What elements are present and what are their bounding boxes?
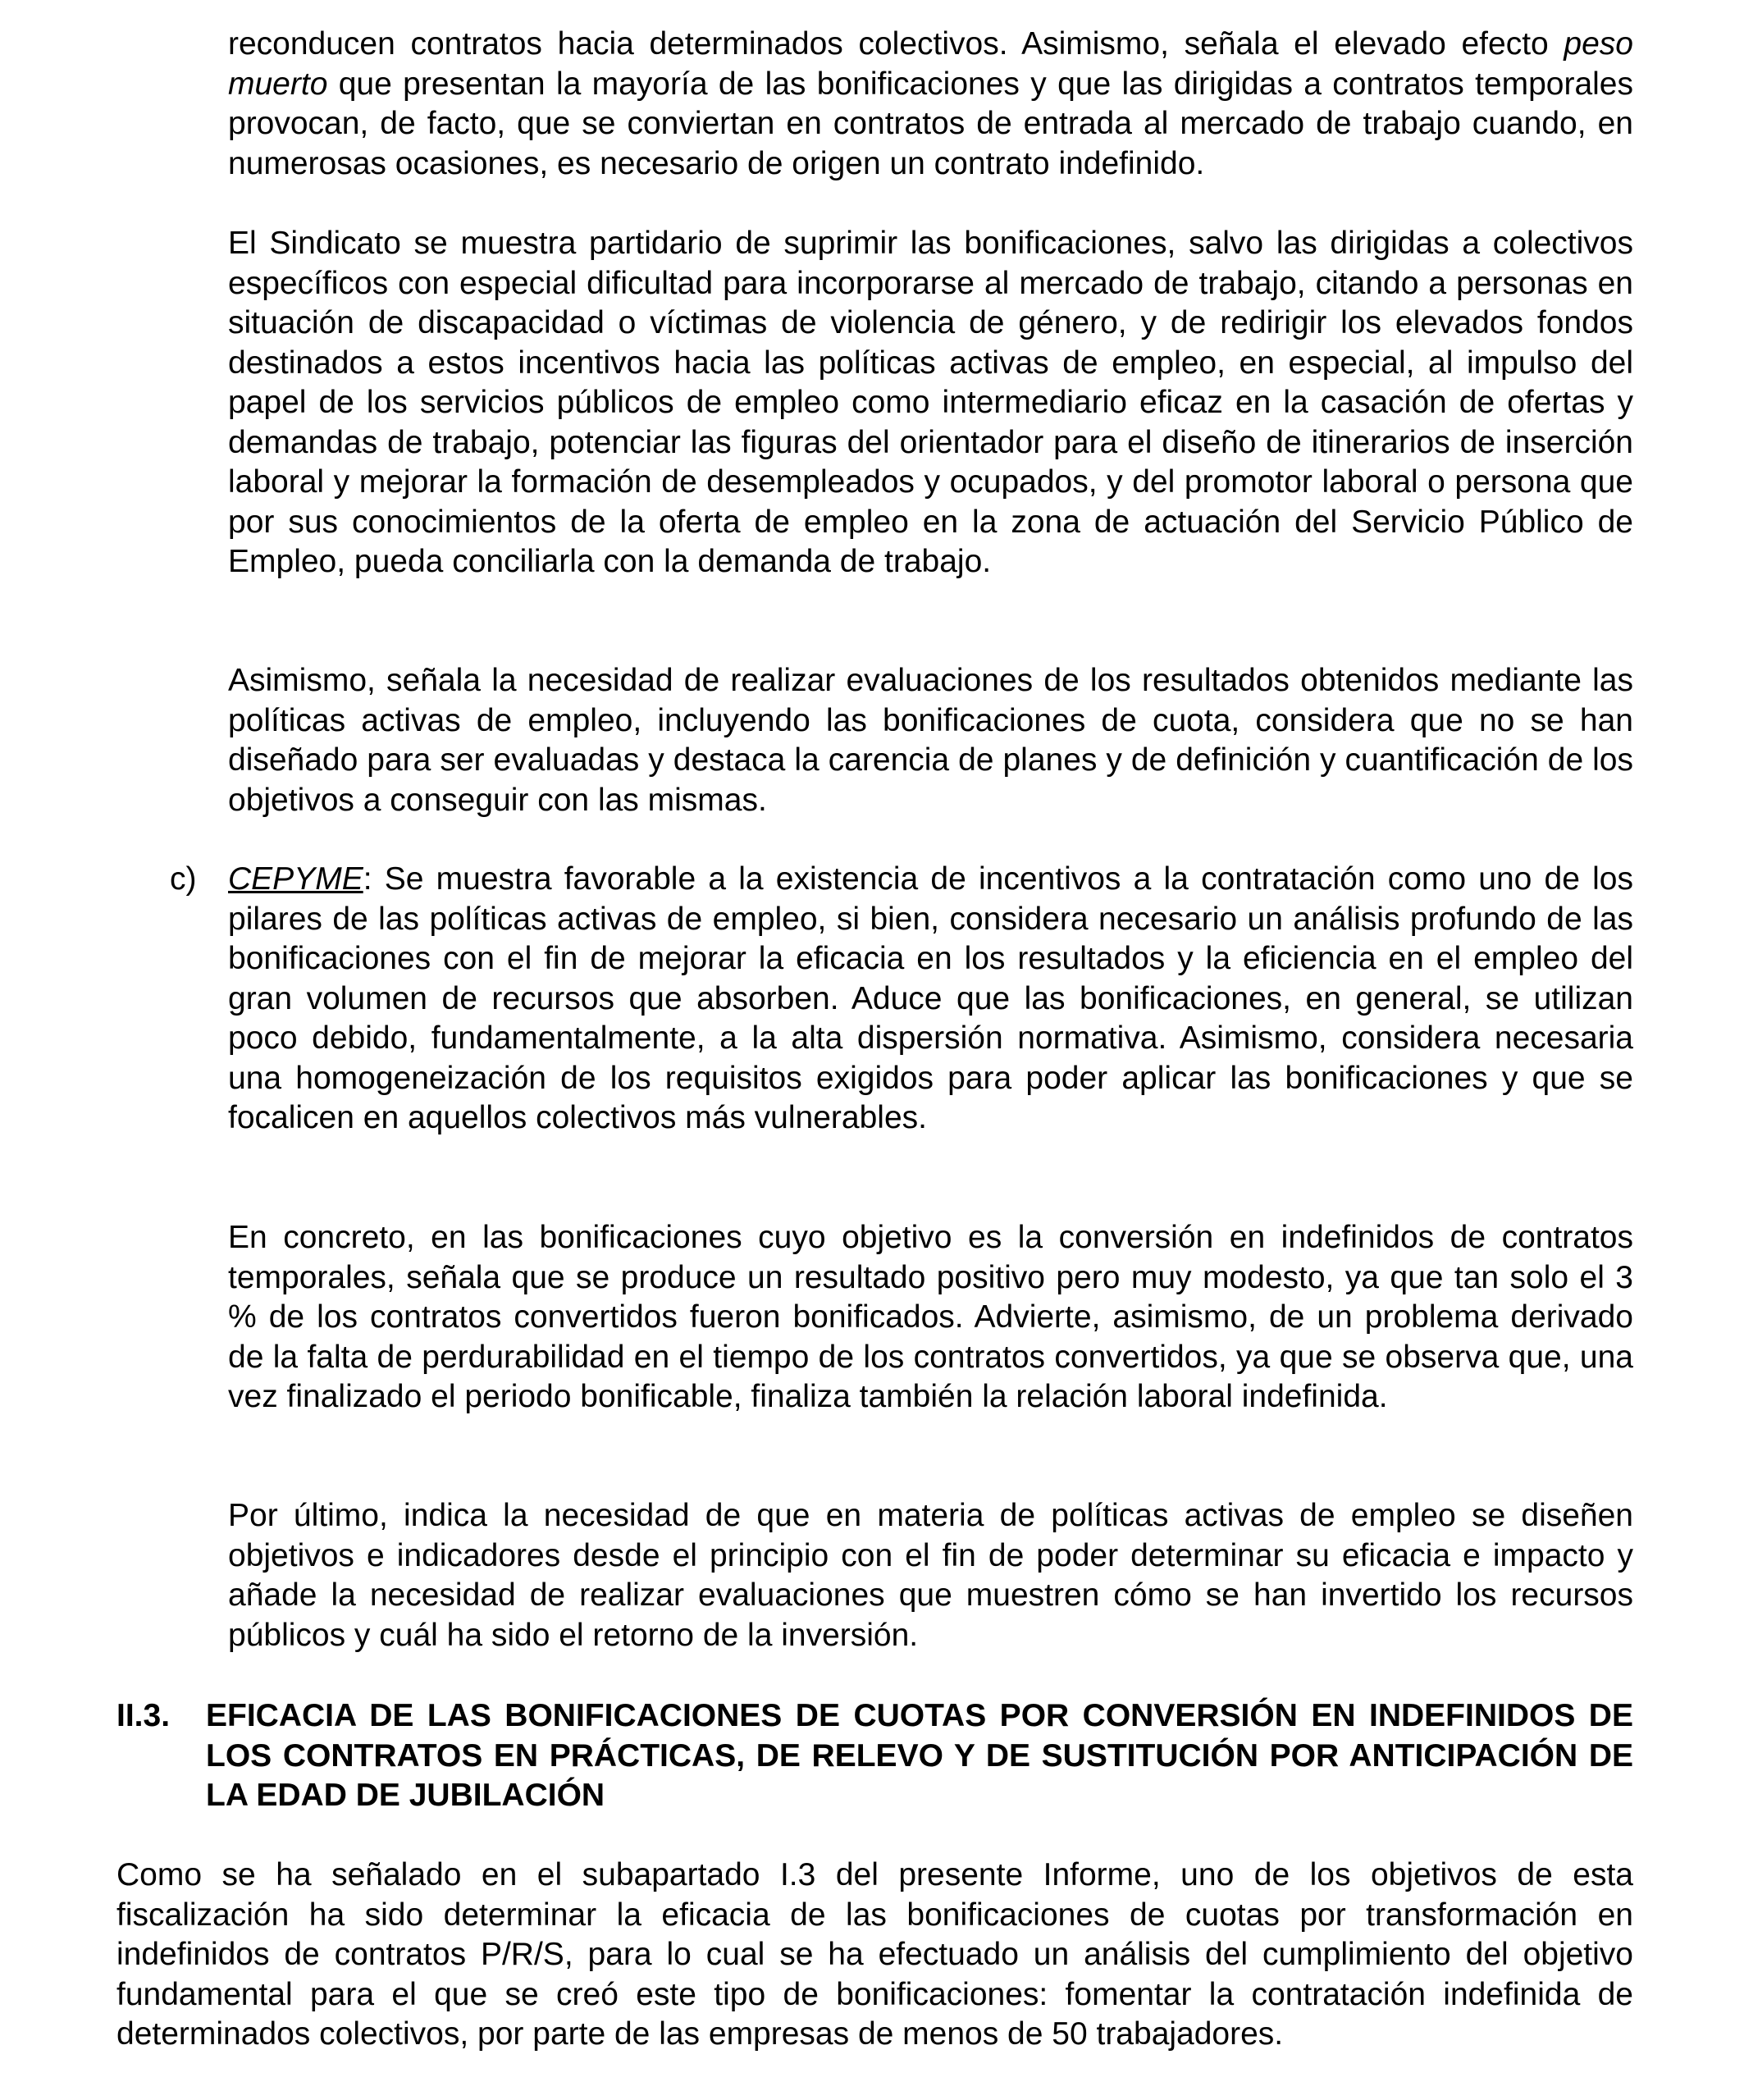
paragraph-conversion: En concreto, en las bonificaciones cuyo objetivo es la conversión en indefinidos de contratos temporales, señala que se produce un resultado positivo pero muy modesto, ya que tan solo el 3 % de los contratos convertidos fueron bonificados. Advierte, asimismo, de un problema derivado de la falta de perdurabilidad en el tiempo de los contratos convertidos, ya que se observa que, una vez finalizado el periodo bonificable, finaliza también la relación laboral indefinida.: [228, 1220, 1633, 1414]
section-number: II.3.: [116, 1698, 171, 1733]
emphasis-term: peso muerto: [228, 26, 1633, 102]
list-marker-c: c): [170, 861, 197, 897]
list-item-text: : Se muestra favorable a la existencia de incentivos a la contratación como uno de los pilares de las políticas activas de empleo, si bien, considera necesario un análisis profundo de las bonificaciones con el fin de mejorar la eficacia en los resultados y la eficiencia en el empleo del gran volumen de recursos que absorben. Aduce que las bonificaciones, en general, se utilizan poco debido, fundamentalmente, a la alta dispersión normativa. Asimismo, considera necesaria una homogeneización de los requisitos exigidos para poder aplicar las bonificaciones y que se focalicen en aquellos colectivos más vulnerables.: [228, 861, 1633, 1135]
list-item-cepyme: [228, 860, 1633, 1139]
section-heading: EFICACIA DE LAS BONIFICACIONES DE CUOTAS POR CONVERSIÓN EN INDEFINIDOS DE LOS CONTRATOS EN PRÁCTICAS, DE RELEVO Y DE SUSTITUCIÓN POR ANTICIPACIÓN DE LA EDAD DE JUBILACIÓN: [206, 1698, 1633, 1813]
paragraph-evaluaciones: Asimismo, señala la necesidad de realizar evaluaciones de los resultados obtenidos mediante las políticas activas de empleo, incluyendo las bonificaciones de cuota, considera que no se han diseñado para ser evaluadas y destaca la carencia de planes y de definición y cuantificación de los objetivos a conseguir con las mismas.: [228, 663, 1633, 818]
paragraph-text: reconducen contratos hacia determinados colectivos. Asimismo, señala el elevado efecto: [228, 26, 1564, 62]
paragraph-sindicato: El Sindicato se muestra partidario de suprimir las bonificaciones, salvo las dirigidas a colectivos específicos con especial dificultad para incorporarse al mercado de trabajo, citando a personas en situación de discapacidad o víctimas de violencia de género, y de redirigir los elevados fondos destinados a estos incentivos hacia las políticas activas de empleo, en especial, al impulso del papel de los servicios públicos de empleo como intermediario eficaz en la casación de ofertas y demandas de trabajo, potenciar las figuras del orientador para el diseño de itinerarios de inserción laboral y mejorar la formación de desempleados y ocupados, y del promotor laboral o persona que por sus conocimientos de la oferta de empleo en la zona de actuación del Servicio Público de Empleo, pueda conciliarla con la demanda de trabajo.: [228, 226, 1633, 579]
paragraph-text: que presentan la mayoría de las bonificaciones y que las dirigidas a contratos temporales provocan, de facto, que se conviertan en contratos de entrada al mercado de trabajo cuando, en numerosas ocasiones, es necesario de origen un contrato indefinido.: [228, 66, 1633, 181]
paragraph-como-se-ha-senalado: Como se ha señalado en el subapartado I.3 del presente Informe, uno de los objetivos de esta fiscalización ha sido determinar la eficacia de las bonificaciones de cuotas por transformación en indefinidos de contratos P/R/S, para lo cual se ha efectuado un análisis del cumplimiento del objetivo fundamental para el que se creó este tipo de bonificaciones: fomentar la contratación indefinida de determinados colectivos, por parte de las empresas de menos de 50 trabajadores.: [116, 1857, 1633, 2052]
organization-name: CEPYME: [228, 861, 363, 897]
paragraph-peso-muerto: [228, 25, 1633, 184]
paragraph-por-ultimo: Por último, indica la necesidad de que en materia de políticas activas de empleo se diseñen objetivos e indicadores desde el principio con el fin de poder determinar su eficacia e impacto y añade la necesidad de realizar evaluaciones que muestren cómo se han invertido los recursos públicos y cuál ha sido el retorno de la inversión.: [228, 1498, 1633, 1653]
